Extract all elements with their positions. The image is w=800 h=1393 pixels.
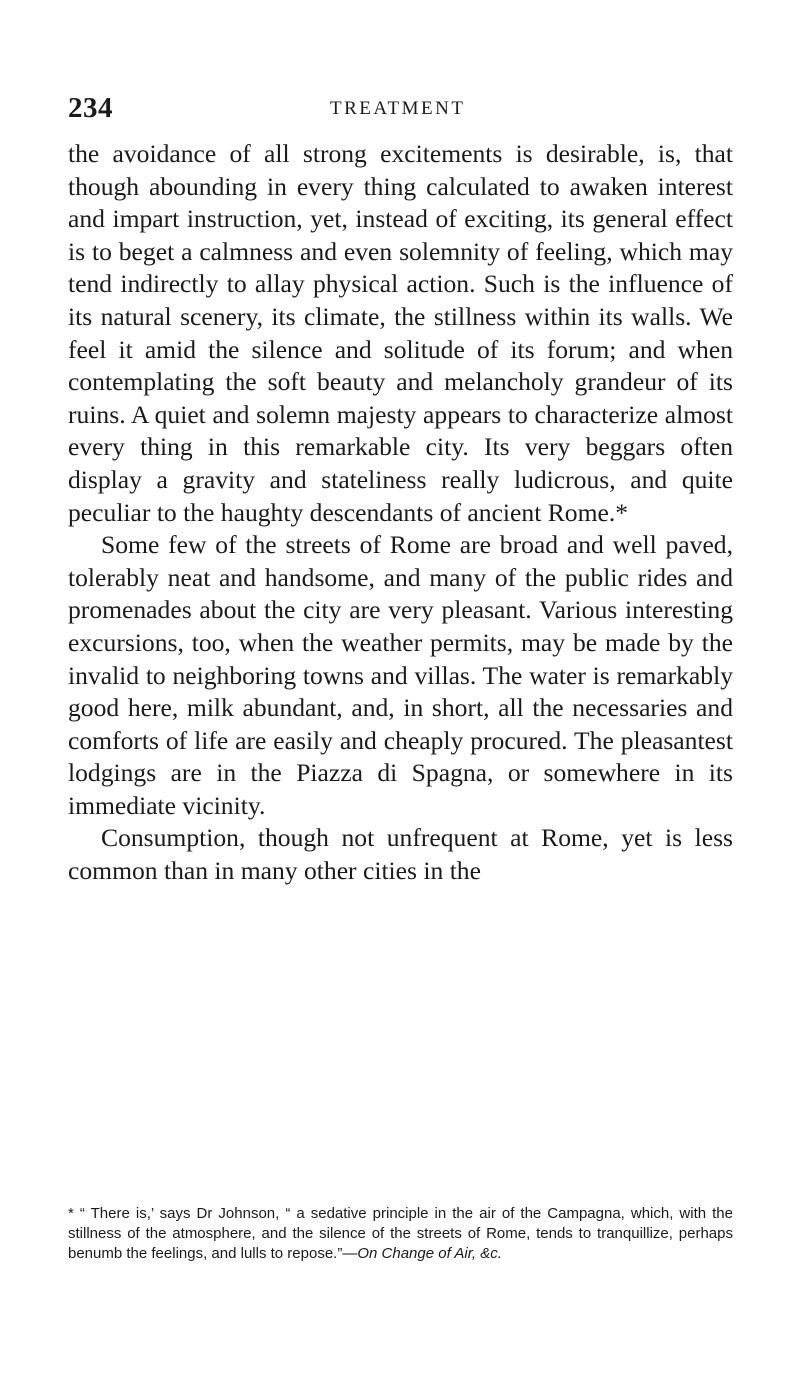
paragraph-consumption: Consumption, though not unfrequent at Rome, yet is less common than in many other cities in the	[68, 823, 733, 886]
page-header	[68, 92, 733, 132]
running-head: TREATMENT	[330, 98, 466, 119]
paragraph-continued: the avoidance of all strong excitements is desirable, is, that though abounding in every thing calculated to awaken interest and impart instruction, yet, instead of exciting, its general effect is to beget a calmness and even solemnity of feeling, which may tend indirectly to allay physical action. Such is the influence of its natural scenery, its climate, the stillness within its walls. We feel it amid the silence and solitude of its forum; and when contemplating the soft beauty and melancholy grandeur of its ruins. A quiet and solemn majesty appears to characterize almost every thing in this remarkable city. Its very beggars often display a gravity and stateliness really ludicrous, and quite peculiar to the haughty descendants of ancient Rome.*	[68, 139, 733, 527]
paragraph-streets: Some few of the streets of Rome are broad and well paved, tolerably neat and handsome, and many of the public rides and promenades about the city are very pleasant. Various interesting excursions, too, when the weather permits, may be made by the invalid to neighboring towns and villas. The water is remarkably good here, milk abundant, and, in short, all the necessaries and comforts of life are easily and cheaply procured. The pleasantest lodgings are in the Piazza di Spagna, or somewhere in its immediate vicinity.	[68, 530, 733, 820]
footnote-source: On Change of Air, &c.	[357, 1245, 502, 1262]
body-text	[68, 138, 733, 888]
footnote	[68, 1204, 733, 1264]
footnote-text: * “ There is,’ says Dr Johnson, “ a sedative principle in the air of the Campagna, which, with the stillness of the atmosphere, and the silence of the streets of Rome, tends to tranquillize, perhaps benumb the feelings, and lulls to repose.”—	[68, 1205, 733, 1262]
page-number: 234	[68, 92, 113, 124]
